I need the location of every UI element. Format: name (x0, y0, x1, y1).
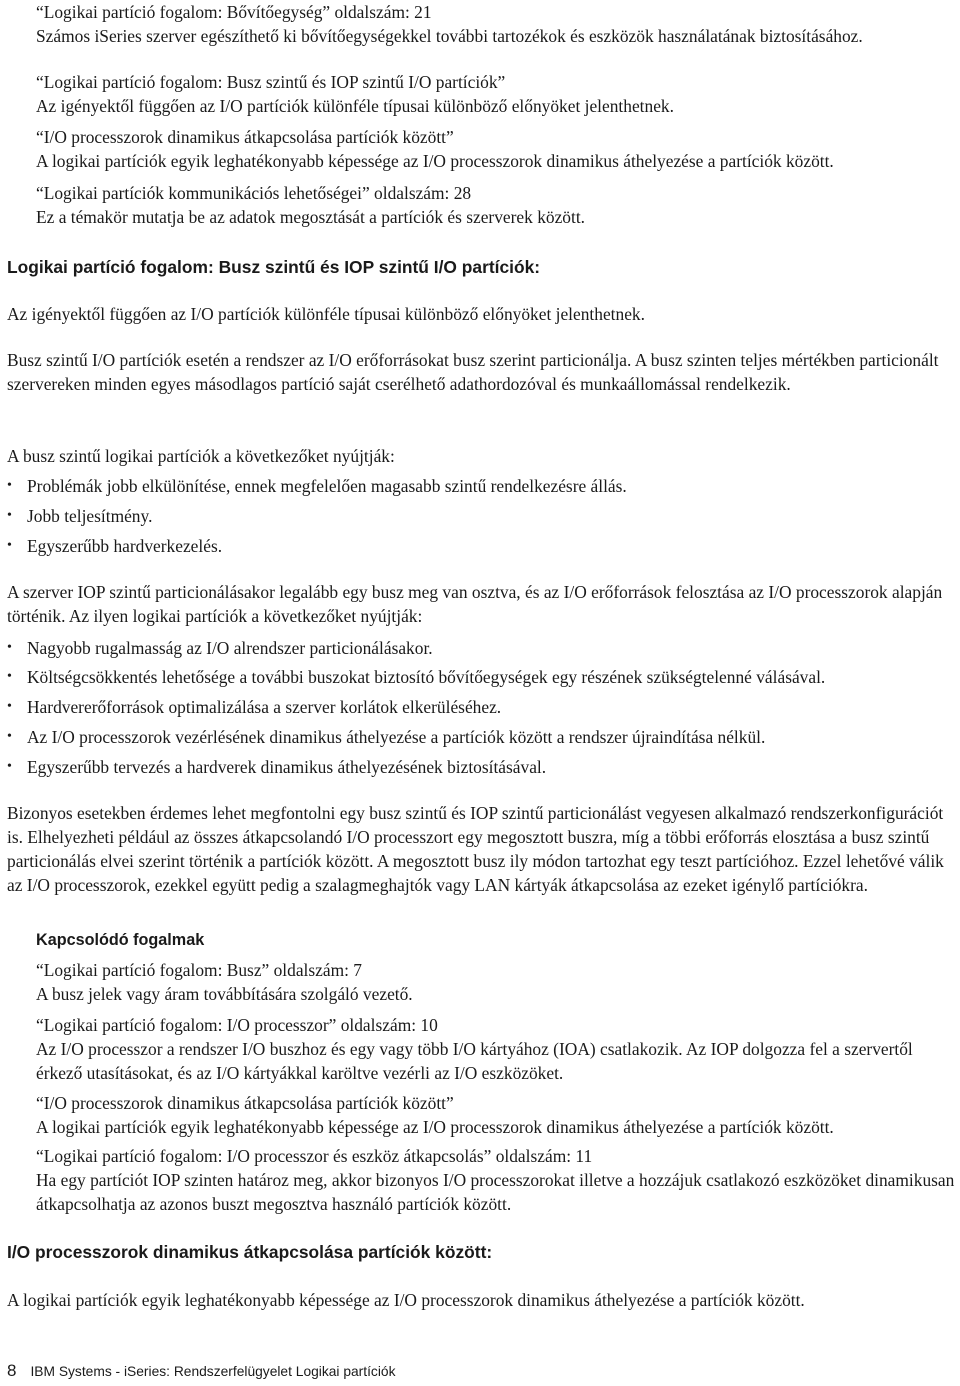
list-item-text: Hardvererőforrások optimalizálása a szerver korlátok elkerüléséhez. (27, 697, 502, 717)
list-item-text: Problémák jobb elkülönítése, ennek megfelelően magasabb szintű rendelkezésre állás. (27, 476, 627, 496)
page-number: 8 (7, 1361, 17, 1380)
related-concept-description: A busz jelek vagy áram továbbítására szolgáló vezető. (36, 984, 413, 1004)
paragraph: A busz szintű logikai partíciók a következőket nyújtják: (7, 446, 395, 466)
related-concept-description: Ha egy partíciót IOP szinten határoz meg, akkor bizonyos I/O processzorokat illetve a hozzájuk csatlakozó eszközöket dinamikusan átkapcsolhatja az azonos buszt megosztva használó partíciók között. (36, 1170, 955, 1214)
bullet-icon: • (7, 699, 12, 714)
section-heading: I/O processzorok dinamikus átkapcsolása partíciók között: (7, 1242, 493, 1262)
list-item-text: Az I/O processzorok vezérlésének dinamikus áthelyezése a partíciók között a rendszer újraindítása nélkül. (27, 727, 766, 747)
paragraph: A logikai partíciók egyik leghatékonyabb képessége az I/O processzorok dinamikus áthelyezése a partíciók között. (7, 1290, 805, 1310)
list-item-text: Nagyobb rugalmasság az I/O alrendszer particionálásakor. (27, 638, 433, 658)
related-concept (36, 1091, 956, 1139)
bullet-icon: • (7, 729, 12, 744)
bullet-icon: • (7, 538, 12, 553)
paragraph: A szerver IOP szintű particionálásakor legalább egy busz meg van osztva, és az I/O erőforrások felosztása az I/O processzorok alapján történik. Az ilyen logikai partíciók a következőket nyújtják: (7, 582, 943, 626)
reference-link[interactable]: “Logikai partíció fogalom: Busz szintű és IOP szintű I/O partíciók” (36, 72, 506, 92)
related-concept-link[interactable]: “Logikai partíció fogalom: Busz” oldalszám: 7 (36, 960, 362, 980)
related-concept-link[interactable]: “Logikai partíció fogalom: I/O processzor” oldalszám: 10 (36, 1015, 438, 1035)
reference-item (36, 70, 956, 118)
related-concept (36, 958, 956, 1006)
related-concepts-heading: Kapcsolódó fogalmak (36, 931, 205, 949)
bullet-icon: • (7, 640, 12, 655)
related-concept (36, 1144, 956, 1216)
reference-link[interactable]: “I/O processzorok dinamikus átkapcsolása partíciók között” (36, 127, 454, 147)
bullet-icon: • (7, 759, 12, 774)
reference-link[interactable]: “Logikai partíciók kommunikációs lehetőségei” oldalszám: 28 (36, 183, 472, 203)
reference-description: A logikai partíciók egyik leghatékonyabb képessége az I/O processzorok dinamikus áthelyezése a partíciók között. (36, 151, 834, 171)
bullet-icon: • (7, 669, 12, 684)
related-concept-link[interactable]: “I/O processzorok dinamikus átkapcsolása partíciók között” (36, 1093, 454, 1113)
list-item-text: Költségcsökkentés lehetősége a további buszokat biztosító bővítőegységek egy részének szükségtelenné válásával. (27, 667, 826, 687)
related-concept (36, 1013, 956, 1085)
section-heading: Logikai partíció fogalom: Busz szintű és IOP szintű I/O partíciók: (7, 257, 541, 277)
reference-link[interactable]: “Logikai partíció fogalom: Bővítőegység” oldalszám: 21 (36, 2, 432, 22)
related-concept-link[interactable]: “Logikai partíció fogalom: I/O processzor és eszköz átkapcsolás” oldalszám: 11 (36, 1146, 593, 1166)
bullet-icon: • (7, 478, 12, 493)
paragraph: Bizonyos esetekben érdemes lehet megfontolni egy busz szintű és IOP szintű particionálást vegyesen alkalmazó rendszerkonfigurációt is. Elhelyezheti például az összes átkapcsolandó I/O processzort egy megosztott buszra, míg a többi erőforrás elosztása a busz szintű particionálás elvei szerint történik a partíciók között. A megosztott busz ily módon tartozhat egy teszt partícióhoz. Ezzel lehetővé válik az I/O processzorok, ezekkel együtt pedig a szalagmeghajtók vagy LAN kártyák átkapcsolása az ezeket igénylő partíciókra. (7, 803, 944, 895)
paragraph: Az igényektől függően az I/O partíciók különféle típusai különböző előnyöket jelenthetnek. (7, 304, 645, 324)
reference-description: Ez a témakör mutatja be az adatok megosztását a partíciók és szerverek között. (36, 207, 586, 227)
reference-item (36, 125, 956, 173)
list-item-text: Egyszerűbb tervezés a hardverek dinamikus áthelyezésének biztosításával. (27, 757, 547, 777)
page-footer (7, 1359, 395, 1384)
list-item-text: Jobb teljesítmény. (27, 506, 153, 526)
list-item-text: Egyszerűbb hardverkezelés. (27, 536, 223, 556)
bullet-icon: • (7, 508, 12, 523)
reference-description: Az igényektől függően az I/O partíciók különféle típusai különböző előnyöket jelenthetnek. (36, 96, 674, 116)
paragraph: Busz szintű I/O partíciók esetén a rendszer az I/O erőforrásokat busz szerint particionálja. A busz szinten teljes mértékben particionált szervereken minden egyes másodlagos partíció saját cserélhető adathordozóval és munkaállomással rendelkezik. (7, 350, 939, 394)
reference-item (36, 0, 956, 48)
reference-item (36, 181, 956, 229)
related-concept-description: A logikai partíciók egyik leghatékonyabb képessége az I/O processzorok dinamikus áthelyezése a partíciók között. (36, 1117, 834, 1137)
related-concept-description: Az I/O processzor a rendszer I/O buszhoz és egy vagy több I/O kártyához (IOA) csatlakozik. Az IOP dolgozza fel a szervertől érkező utasításokat, és az I/O kártyákkal karöltve vezérli az I/O eszközöket. (36, 1039, 913, 1083)
reference-description: Számos iSeries szerver egészíthető ki bővítőegységekkel további tartozékok és eszközök használatának biztosításához. (36, 26, 863, 46)
footer-text: IBM Systems - iSeries: Rendszerfelügyelet Logikai partíciók (30, 1364, 396, 1379)
